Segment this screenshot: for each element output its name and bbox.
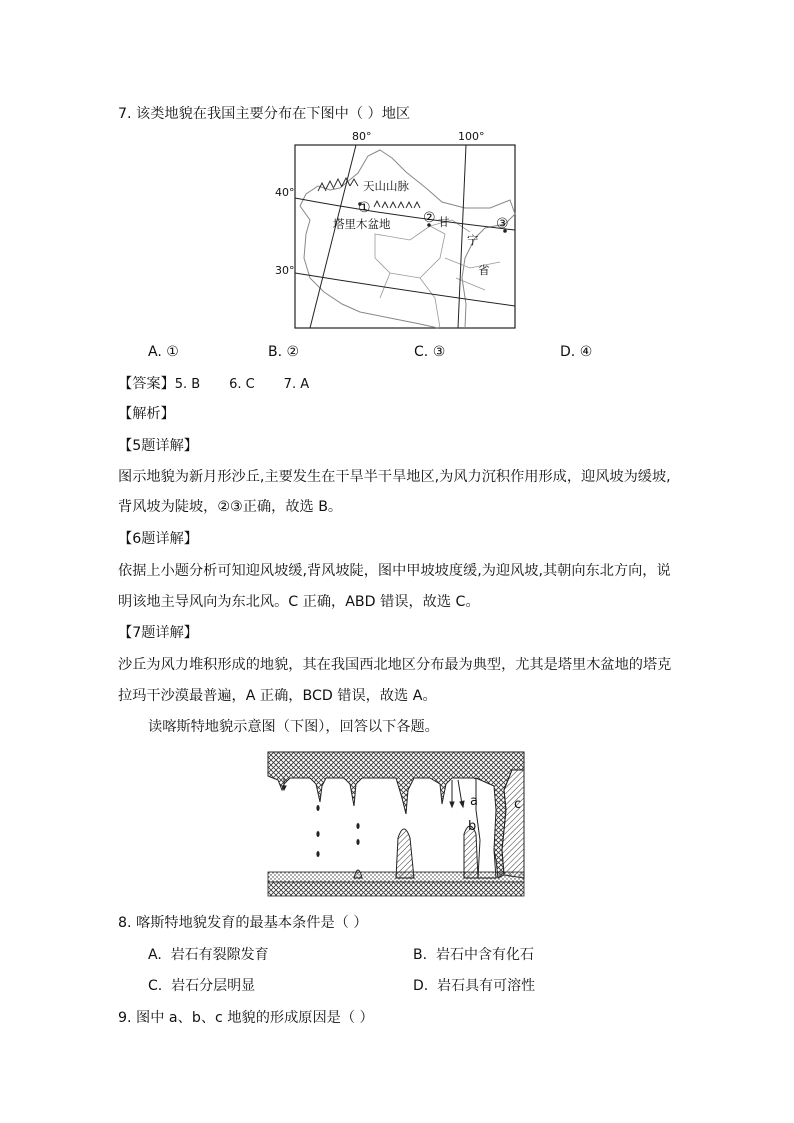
question-8-stem: 8. 喀斯特地貌发育的最基本条件是（ ） [118,915,368,931]
q5-line-2: 背风坡为陡坡，②③正确，故选 B。 [118,499,343,515]
karst-intro: 读喀斯特地貌示意图（下图），回答以下各题。 [148,719,439,735]
lat-label-40: 40° [275,186,295,199]
lon-label-100: 100° [458,130,485,143]
q7-detail-line-2: 拉玛干沙漠最普遍，A 正确，BCD 错误，故选 A。 [118,688,437,704]
q7-option-d[interactable]: D. ④ [560,344,593,360]
q7-option-a[interactable]: A. ① [148,344,179,360]
water-drops [316,805,359,857]
q8-option-c[interactable]: C. 岩石分层明显 [148,978,256,994]
karst-label-c: c [514,797,522,812]
lon-label-80: 80° [352,130,372,143]
label-ning: 宁 [467,233,479,247]
floor-crosshatch [268,882,524,896]
answer-label: 【答案】 [118,376,175,392]
label-tianshan: 天山山脉 [363,179,409,193]
q5-heading: 【5题详解】 [118,438,198,454]
marker-label-1: ① [358,200,371,216]
answer-text: 5. B 6. C 7. A [174,377,310,392]
q6-heading: 【6题详解】 [118,531,198,547]
karst-diagram [266,750,528,900]
marker-label-3: ③ [496,216,509,232]
stalagmite-mid [396,829,414,878]
marker-label-2: ② [423,210,436,226]
q8-option-d[interactable]: D. 岩石具有可溶性 [413,978,536,994]
q7-option-c[interactable]: C. ③ [414,344,446,360]
label-gan: 甘 [438,215,450,229]
karst-label-b: b [468,819,477,834]
lat-label-30: 30° [275,264,295,277]
label-sheng: 省 [478,263,490,277]
karst-wall-c [502,770,524,878]
karst-label-a: a [470,794,478,809]
q7-detail-heading: 【7题详解】 [118,625,198,641]
q7-detail-line-1: 沙丘为风力堆积形成的地貌，其在我国西北地区分布最为典型，尤其是塔里木盆地的塔克 [118,657,672,673]
q8-option-a[interactable]: A. 岩石有裂隙发育 [148,947,269,963]
q6-line-1: 依据上小题分析可知迎风坡缓,背风坡陡，图中甲坡坡度缓,为迎风坡,其朝向东北方向，说 [118,563,671,579]
map-frame [295,145,515,328]
column-right [476,778,496,878]
q5-line-1: 图示地貌为新月形沙丘,主要发生在干旱半干旱地区,为风力沉积作用形成，迎风坡为缓坡, [118,469,671,485]
q8-option-b[interactable]: B. 岩石中含有化石 [413,947,534,963]
analysis-label: 【解析】 [118,406,175,422]
question-7-stem: 7. 该类地貌在我国主要分布在下图中（ ）地区 [118,106,411,122]
q7-option-b[interactable]: B. ② [268,344,300,360]
question-9-stem: 9. 图中 a、b、c 地貌的形成原因是（ ） [118,1010,374,1026]
answer-line [118,374,309,395]
floor-dotted [268,872,524,882]
china-northwest-map [270,128,530,333]
label-tarim: 塔里木盆地 [333,217,391,231]
q6-line-2: 明该地主导风向为东北风。C 正确，ABD 错误，故选 C。 [118,594,480,610]
